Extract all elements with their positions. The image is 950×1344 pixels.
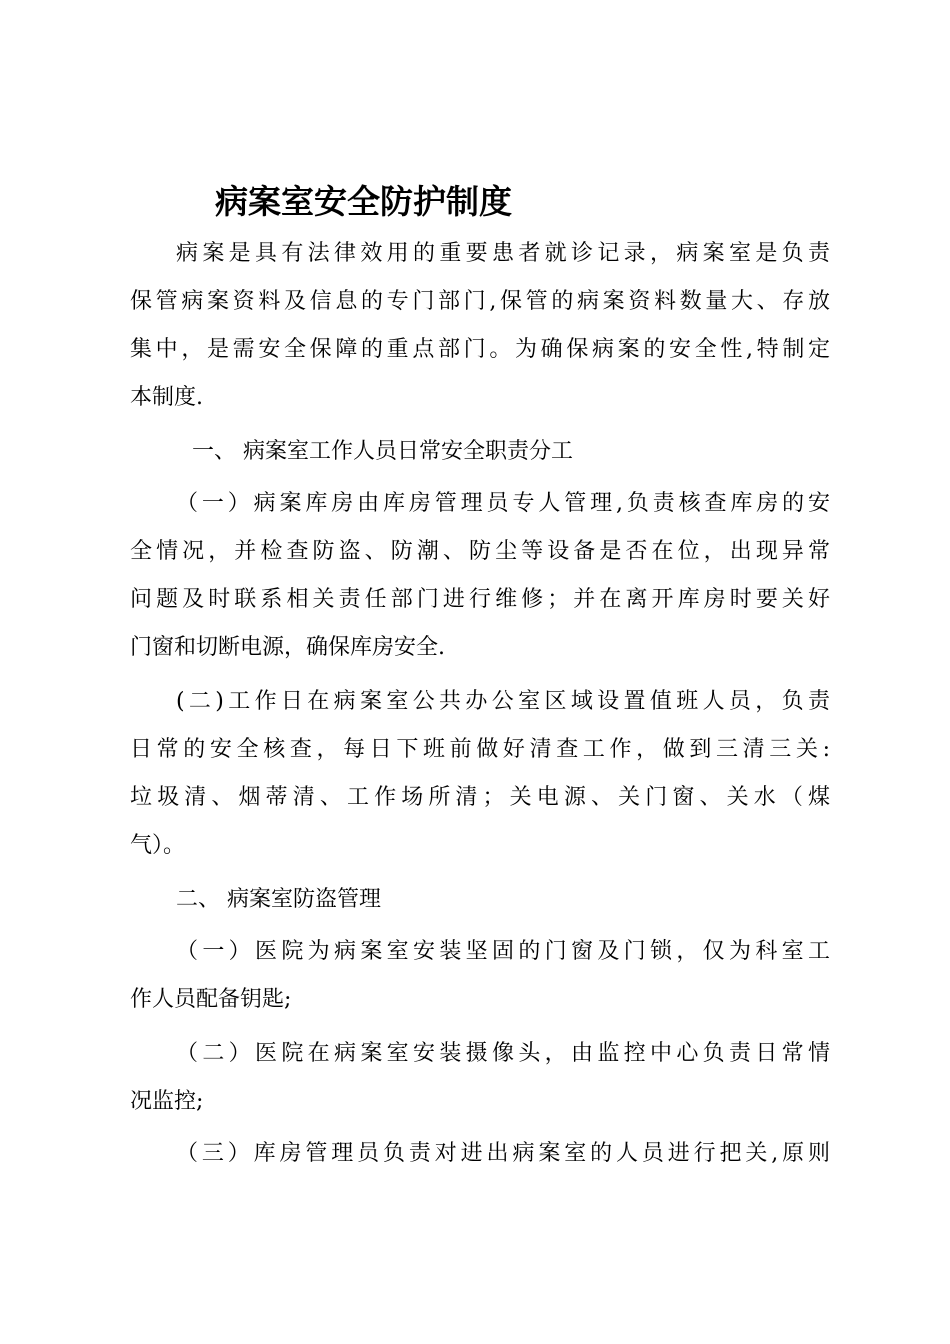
section1-item1-line-1: （一）病案库房由库房管理员专人管理,负责核查库房的安 xyxy=(176,491,830,516)
intro-line-3: 集中，是需安全保障的重点部门。为确保病案的安全性,特制定 xyxy=(130,337,830,362)
section1-item2-line-2: 日常的安全核查，每日下班前做好清查工作，做到三清三关: xyxy=(130,737,830,762)
section1-item1-paragraph xyxy=(130,480,830,672)
intro-paragraph xyxy=(130,230,830,422)
section1-item2-line-1: (二)工作日在病案室公共办公室区域设置值班人员，负责 xyxy=(176,689,830,714)
intro-line-1: 病案是具有法律效用的重要患者就诊记录，病案室是负责 xyxy=(176,241,830,266)
section1-item1-line-3: 问题及时联系相关责任部门进行维修；并在离开库房时要关好 xyxy=(130,587,830,612)
section2-item1-line-1: （一）医院为病案室安装坚固的门窗及门锁，仅为科室工 xyxy=(176,939,830,964)
section1-item1-line-2: 全情况，并检查防盗、防潮、防尘等设备是否在位，出现异常 xyxy=(130,539,830,564)
section1-item2-line-3: 垃圾清、烟蒂清、工作场所清；关电源、关门窗、关水（煤 xyxy=(130,785,830,810)
intro-line-4: 本制度. xyxy=(130,385,203,410)
section1-heading-block xyxy=(130,428,830,476)
section2-heading: 二、 病案室防盗管理 xyxy=(176,887,381,912)
section2-item1-paragraph xyxy=(130,928,830,1024)
section1-item2-line-4: 气）。 xyxy=(130,833,186,858)
section2-heading-block xyxy=(130,876,830,924)
section2-item2-paragraph xyxy=(130,1030,830,1126)
section2-item2-line-2: 况监控; xyxy=(130,1089,204,1114)
section2-item3-paragraph xyxy=(130,1130,830,1178)
section1-item1-line-4: 门窗和切断电源，确保库房安全. xyxy=(130,635,445,660)
section1-item2-paragraph xyxy=(130,678,830,870)
intro-line-2: 保管病案资料及信息的专门部门,保管的病案资料数量大、存放 xyxy=(130,289,830,314)
section1-heading: 一、 病案室工作人员日常安全职责分工 xyxy=(192,439,573,464)
section2-item2-line-1: （二）医院在病案室安装摄像头，由监控中心负责日常情 xyxy=(176,1041,830,1066)
document-title: 病案室安全防护制度 xyxy=(215,182,512,221)
section2-item3-line-1: （三）库房管理员负责对进出病案室的人员进行把关,原则 xyxy=(176,1141,830,1166)
section2-item1-line-2: 作人员配备钥匙; xyxy=(130,987,292,1012)
